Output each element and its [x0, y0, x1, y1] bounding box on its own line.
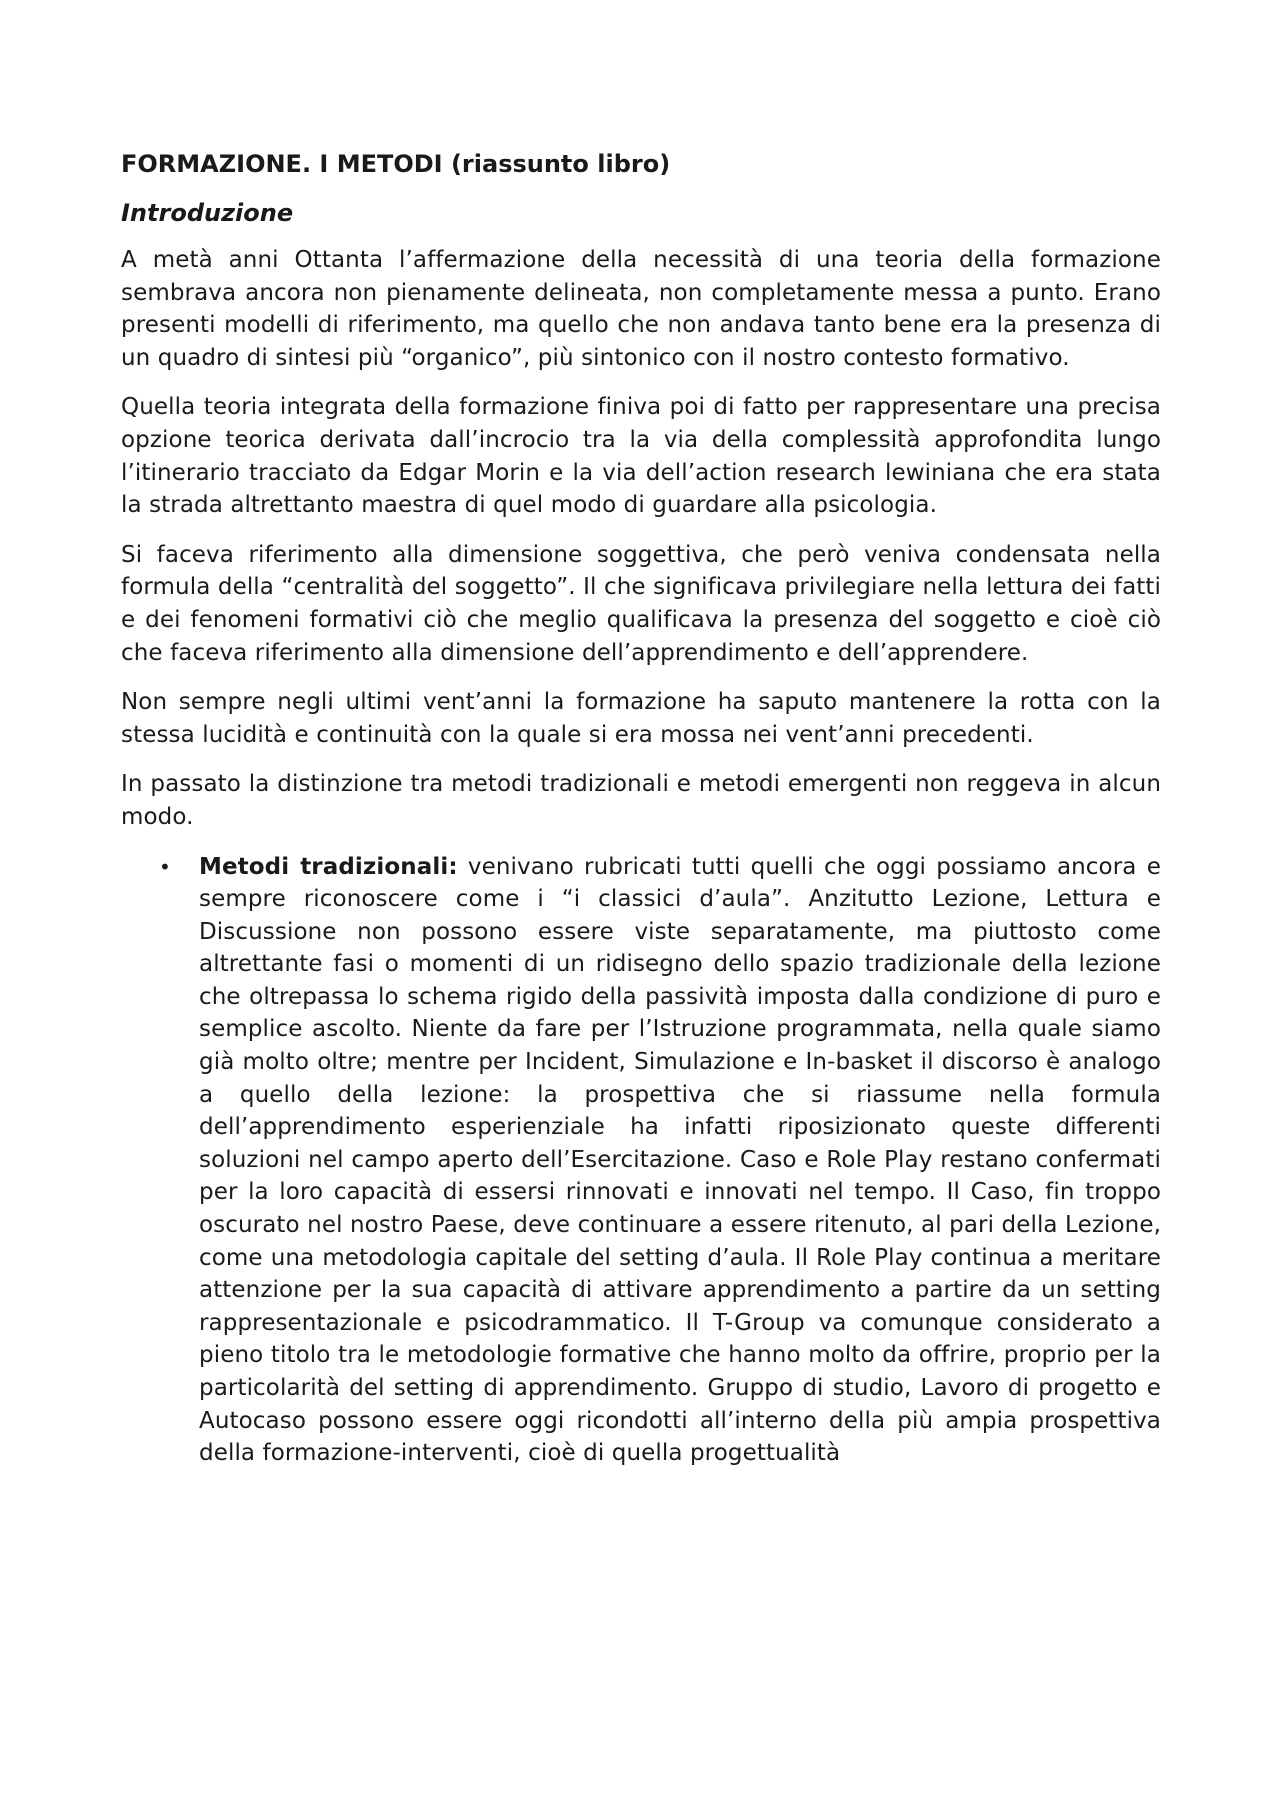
paragraph: In passato la distinzione tra metodi tradizionali e metodi emergenti non reggeva in alcun modo.	[121, 771, 1161, 830]
list-item-metodi-tradizionali	[121, 851, 1161, 1470]
document-title: FORMAZIONE. I METODI (riassunto libro)	[121, 150, 671, 178]
bullet-list	[121, 851, 1161, 1470]
paragraph: Non sempre negli ultimi vent’anni la formazione ha saputo mantenere la rotta con la stessa lucidità e continuità con la quale si era mossa nei vent’anni precedenti.	[121, 689, 1161, 748]
bullet-lead-text: Metodi tradizionali:	[199, 853, 458, 880]
paragraph: Si faceva riferimento alla dimensione soggettiva, che però veniva condensata nella formula della “centralità del soggetto”. Il che significava privilegiare nella lettura dei fatti e dei fenomeni formativi ciò che meglio qualificava la presenza del soggetto e cioè ciò che faceva riferimento alla dimensione dell’apprendimento e dell’apprendere.	[121, 541, 1161, 666]
paragraph: Quella teoria integrata della formazione finiva poi di fatto per rappresentare una precisa opzione teorica derivata dall’incrocio tra la via della complessità approfondita lungo l’itinerario tracciato da Edgar Morin e la via dell’action research lewiniana che era stata la strada altrettanto maestra di quel modo di guardare alla psicologia.	[121, 394, 1161, 519]
document-page	[121, 148, 1161, 1470]
section-heading-introduzione: Introduzione	[121, 199, 294, 227]
bullet-body-text: venivano rubricati tutti quelli che oggi possiamo ancora e sempre riconoscere come i “i classici d’aula”. Anzitutto Lezione, Lettura e Discussione non possono essere viste separatamente, ma piuttosto come altrettante fasi o momenti di un ridisegno dello spazio tradizionale della lezione che oltrepassa lo schema rigido della passività imposta dalla condizione di puro e semplice ascolto. Niente da fare per l’Istruzione programmata, nella quale siamo già molto oltre; mentre per Incident, Simulazione e In-basket il discorso è analogo a quello della lezione: la prospettiva che si riassume nella formula dell’apprendimento esperienziale ha infatti riposizionato queste differenti soluzioni nel campo aperto dell’Esercitazione. Caso e Role Play restano confermati per la loro capacità di essersi rinnovati e innovati nel tempo. Il Caso, fin troppo oscurato nel nostro Paese, deve continuare a essere ritenuto, al pari della Lezione, come una metodologia capitale del setting d’aula. Il Role Play continua a meritare attenzione per la sua capacità di attivare apprendimento a partire da un setting rappresentazionale e psicodrammatico. Il T-Group va comunque considerato a pieno titolo tra le metodologie formative che hanno molto da offrire, proprio per la particolarità del setting di apprendimento. Gruppo di studio, Lavoro di progetto e Autocaso possono essere oggi ricondotti all’interno della più ampia prospettiva della formazione-interventi, cioè di quella progettualità	[199, 853, 1161, 1467]
paragraph: A metà anni Ottanta l’affermazione della necessità di una teoria della formazione sembrava ancora non pienamente delineata, non completamente messa a punto. Erano presenti modelli di riferimento, ma quello che non andava tanto bene era la presenza di un quadro di sintesi più “organico”, più sintonico con il nostro contesto formativo.	[121, 247, 1161, 371]
bullet-marker: •	[159, 854, 171, 879]
